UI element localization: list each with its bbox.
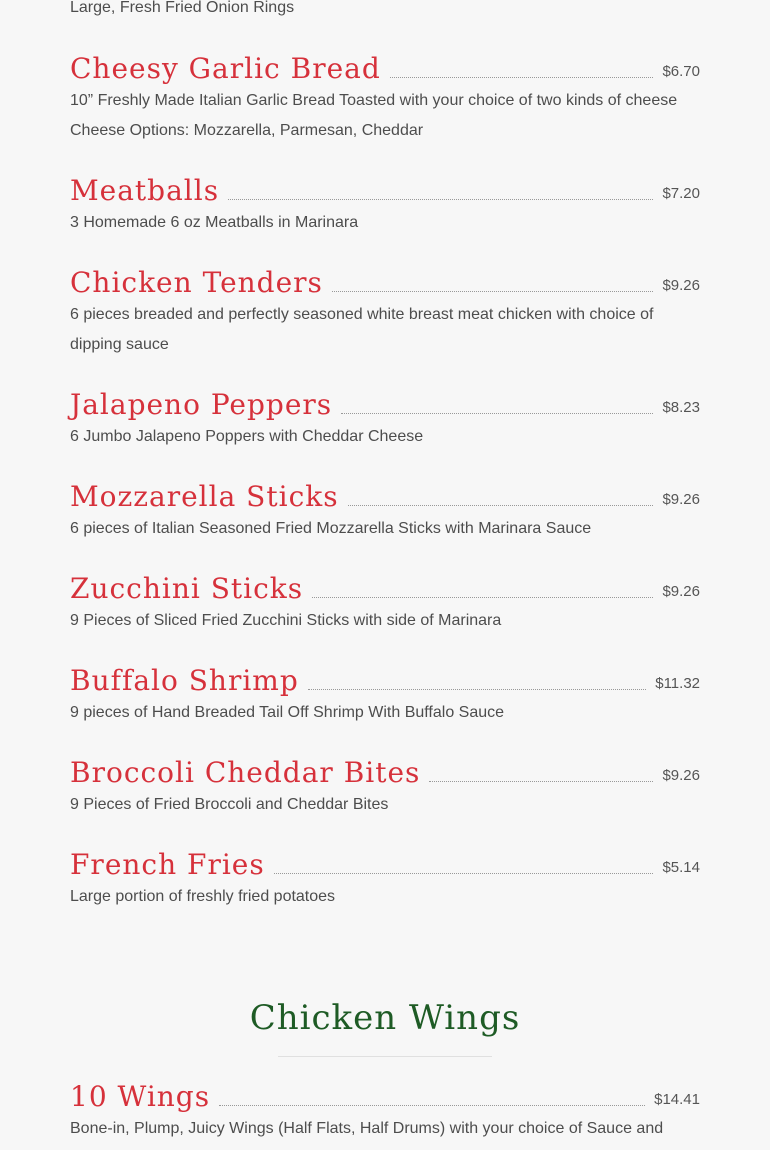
item-description: 9 Pieces of Sliced Fried Zucchini Sticks with side of Marinara xyxy=(70,612,502,629)
dot-leader xyxy=(312,596,653,598)
menu-item-10-wings[interactable] xyxy=(70,1080,700,1144)
menu-item-meatballs[interactable] xyxy=(70,174,700,238)
dot-leader xyxy=(348,504,654,506)
item-description: Bone-in, Plump, Juicy Wings (Half Flats, Half Drums) with your choice of Sauce and xyxy=(70,1120,664,1137)
dot-leader xyxy=(308,688,646,690)
item-name: French Fries xyxy=(70,848,265,881)
item-price: $6.70 xyxy=(662,63,700,80)
item-price: $8.23 xyxy=(662,399,700,416)
item-price: $9.26 xyxy=(662,583,700,600)
dot-leader xyxy=(390,76,654,78)
item-name: Broccoli Cheddar Bites xyxy=(70,756,421,789)
item-price: $9.26 xyxy=(662,277,700,294)
item-price: $9.26 xyxy=(662,491,700,508)
dot-leader xyxy=(219,1104,645,1106)
menu-item-zucchini-sticks[interactable] xyxy=(70,572,700,636)
item-name: Cheesy Garlic Bread xyxy=(70,52,381,85)
menu-item-broccoli-cheddar-bites[interactable] xyxy=(70,756,700,820)
item-price: $11.32 xyxy=(655,675,700,692)
dot-leader xyxy=(332,290,654,292)
menu-item-jalapeno-peppers[interactable] xyxy=(70,388,700,452)
dot-leader xyxy=(341,412,653,414)
item-name: Zucchini Sticks xyxy=(70,572,304,605)
item-name: Mozzarella Sticks xyxy=(70,480,339,513)
item-description: 9 Pieces of Fried Broccoli and Cheddar Bites xyxy=(70,796,389,813)
item-description: Cheese Options: Mozzarella, Parmesan, Cheddar xyxy=(70,122,424,139)
item-name: 10 Wings xyxy=(70,1080,211,1113)
item-description: 3 Homemade 6 oz Meatballs in Marinara xyxy=(70,214,359,231)
item-description: Large portion of freshly fried potatoes xyxy=(70,888,336,905)
item-description: 10” Freshly Made Italian Garlic Bread Toasted with your choice of two kinds of cheese xyxy=(70,92,678,109)
item-description: 6 pieces of Italian Seasoned Fried Mozzarella Sticks with Marinara Sauce xyxy=(70,520,592,537)
menu-item-cheesy-garlic-bread[interactable] xyxy=(70,52,700,146)
menu-item-chicken-tenders[interactable] xyxy=(70,266,700,360)
item-price: $9.26 xyxy=(662,767,700,784)
dot-leader xyxy=(228,198,653,200)
item-description: Large, Fresh Fried Onion Rings xyxy=(70,0,295,16)
item-description: 6 Jumbo Jalapeno Poppers with Cheddar Cheese xyxy=(70,428,424,445)
menu-item-french-fries[interactable] xyxy=(70,848,700,912)
item-name: Meatballs xyxy=(70,174,220,207)
item-price: $7.20 xyxy=(662,185,700,202)
item-description: dipping sauce xyxy=(70,336,169,353)
item-name: Buffalo Shrimp xyxy=(70,664,299,697)
item-description: 9 pieces of Hand Breaded Tail Off Shrimp With Buffalo Sauce xyxy=(70,704,505,721)
item-price: $14.41 xyxy=(654,1091,700,1108)
section-divider xyxy=(278,1056,492,1057)
menu-item-mozzarella-sticks[interactable] xyxy=(70,480,700,544)
section-title: Chicken Wings xyxy=(249,998,521,1038)
item-price: $5.14 xyxy=(662,859,700,876)
menu-item-buffalo-shrimp[interactable] xyxy=(70,664,700,728)
dot-leader xyxy=(274,872,654,874)
dot-leader xyxy=(429,780,653,782)
item-name: Chicken Tenders xyxy=(70,266,323,299)
item-name: Jalapeno Peppers xyxy=(70,388,333,421)
item-description: 6 pieces breaded and perfectly seasoned white breast meat chicken with choice of xyxy=(70,306,654,323)
